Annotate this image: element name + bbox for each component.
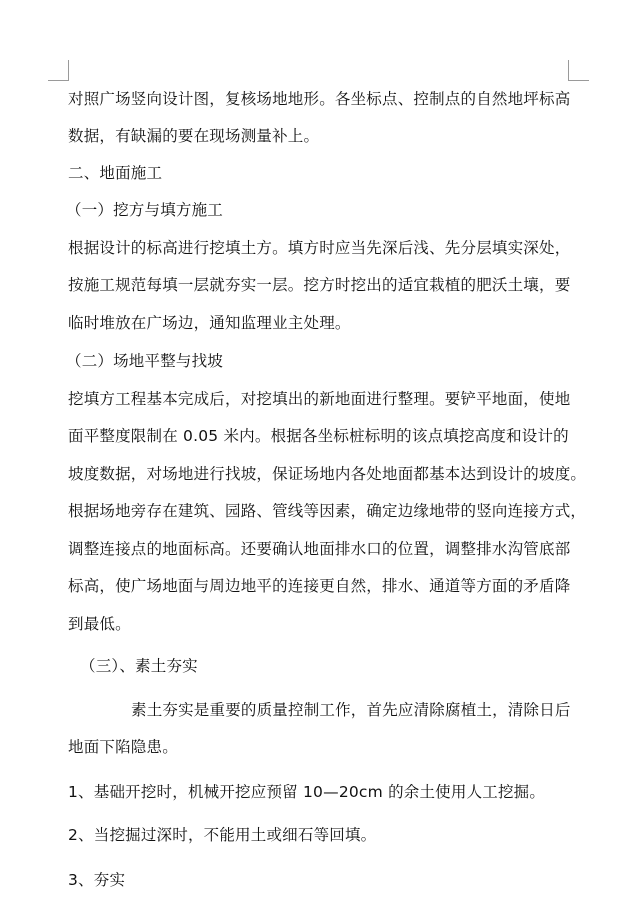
subsection-heading: （三）、素土夯实 xyxy=(80,657,198,675)
paragraph-line-indented: 素土夯实是重要的质量控制工作，首先应清除腐植土，清除日后 xyxy=(131,701,571,719)
paragraph-line: 到最低。 xyxy=(68,615,131,633)
paragraph-line: 临时堆放在广场边，通知监理业主处理。 xyxy=(68,314,351,332)
list-item: 3、夯实 xyxy=(68,871,126,889)
paragraph-line: 根据设计的标高进行挖填土方。填方时应当先深后浅、先分层填实深处， xyxy=(68,239,571,257)
paragraph-line: 坡度数据，对场地进行找坡，保证场地内各处地面都基本达到设计的坡度。 xyxy=(68,465,587,483)
paragraph-line: 调整连接点的地面标高。还要确认地面排水口的位置，调整排水沟管底部 xyxy=(68,540,571,558)
paragraph-line: 面平整度限制在 0.05 米内。根据各坐标桩标明的该点填挖高度和设计的 xyxy=(68,427,569,445)
paragraph-line: 挖填方工程基本完成后，对挖填出的新地面进行整理。要铲平地面，使地 xyxy=(68,390,571,408)
list-item: 1、基础开挖时，机械开挖应预留 10—20cm 的余土使用人工挖掘。 xyxy=(68,783,546,801)
paragraph-line: 根据场地旁存在建筑、园路、管线等因素，确定边缘地带的竖向连接方式， xyxy=(68,502,587,520)
paragraph-line: 地面下陷隐患。 xyxy=(68,738,178,756)
subsection-heading: （二）场地平整与找坡 xyxy=(66,352,224,370)
section-heading: 二、地面施工 xyxy=(68,164,163,182)
paragraph-line: 按施工规范每填一层就夯实一层。挖方时挖出的适宜栽植的肥沃土壤，要 xyxy=(68,276,571,294)
paragraph-line: 标高，使广场地面与周边地平的连接更自然，排水、通道等方面的矛盾降 xyxy=(68,577,571,595)
paragraph-line: 数据，有缺漏的要在现场测量补上。 xyxy=(68,127,320,145)
top-left-margin-mark xyxy=(48,60,69,81)
top-right-margin-mark xyxy=(568,60,589,81)
paragraph-line: 对照广场竖向设计图，复核场地地形。各坐标点、控制点的自然地坪标高 xyxy=(68,90,571,108)
subsection-heading: （一）挖方与填方施工 xyxy=(66,201,224,219)
list-item: 2、当挖掘过深时，不能用土或细石等回填。 xyxy=(68,826,377,844)
